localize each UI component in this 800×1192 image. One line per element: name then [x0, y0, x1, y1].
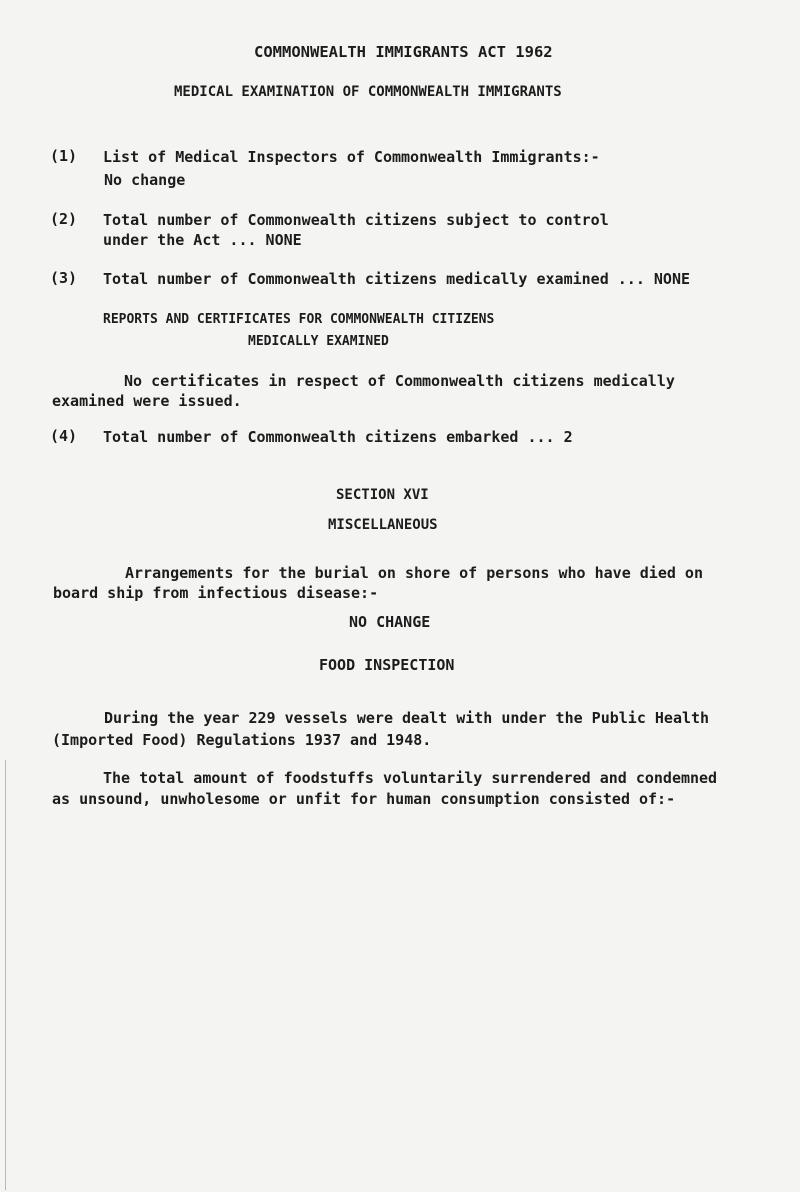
reports-paragraph: No certificates in respect of Commonwealth citizens medically	[124, 372, 675, 390]
item-2-number: (2)	[50, 210, 78, 228]
section-heading: SECTION XVI	[336, 487, 429, 503]
burial-paragraph: Arrangements for the burial on shore of persons who have died on	[125, 564, 703, 582]
burial-paragraph-cont: board ship from infectious disease:-	[53, 584, 379, 602]
food-paragraph-2: The total amount of foodstuffs voluntarily surrendered and condemned	[103, 769, 718, 787]
item-3-number: (3)	[50, 269, 78, 287]
item-4-number: (4)	[50, 427, 78, 445]
item-2-text-cont: under the Act ... NONE	[103, 231, 302, 249]
item-1-number: (1)	[50, 147, 78, 165]
food-paragraph-1: During the year 229 vessels were dealt with under the Public Health	[104, 709, 710, 727]
document-subtitle: MEDICAL EXAMINATION OF COMMONWEALTH IMMIGRANTS	[174, 84, 562, 100]
section-subheading: MISCELLANEOUS	[328, 517, 438, 533]
no-change-text: NO CHANGE	[349, 613, 431, 631]
food-heading: FOOD INSPECTION	[319, 656, 455, 674]
item-4-text: Total number of Commonwealth citizens embarked ... 2	[103, 428, 573, 446]
item-2-text: Total number of Commonwealth citizens subject to control	[103, 211, 609, 229]
reports-heading: REPORTS AND CERTIFICATES FOR COMMONWEALTH CITIZENS	[103, 312, 495, 327]
reports-paragraph-cont: examined were issued.	[52, 392, 242, 410]
food-paragraph-1-cont: (Imported Food) Regulations 1937 and 1948.	[52, 731, 432, 749]
page-edge-line	[5, 760, 6, 1190]
item-3-text: Total number of Commonwealth citizens medically examined ... NONE	[103, 270, 690, 288]
item-1-value: No change	[104, 171, 186, 189]
food-paragraph-2-cont: as unsound, unwholesome or unfit for human consumption consisted of:-	[52, 790, 676, 808]
reports-heading-cont: MEDICALLY EXAMINED	[248, 334, 389, 349]
item-1-text: List of Medical Inspectors of Commonwealth Immigrants:-	[103, 148, 600, 166]
document-title: COMMONWEALTH IMMIGRANTS ACT 1962	[254, 43, 553, 61]
